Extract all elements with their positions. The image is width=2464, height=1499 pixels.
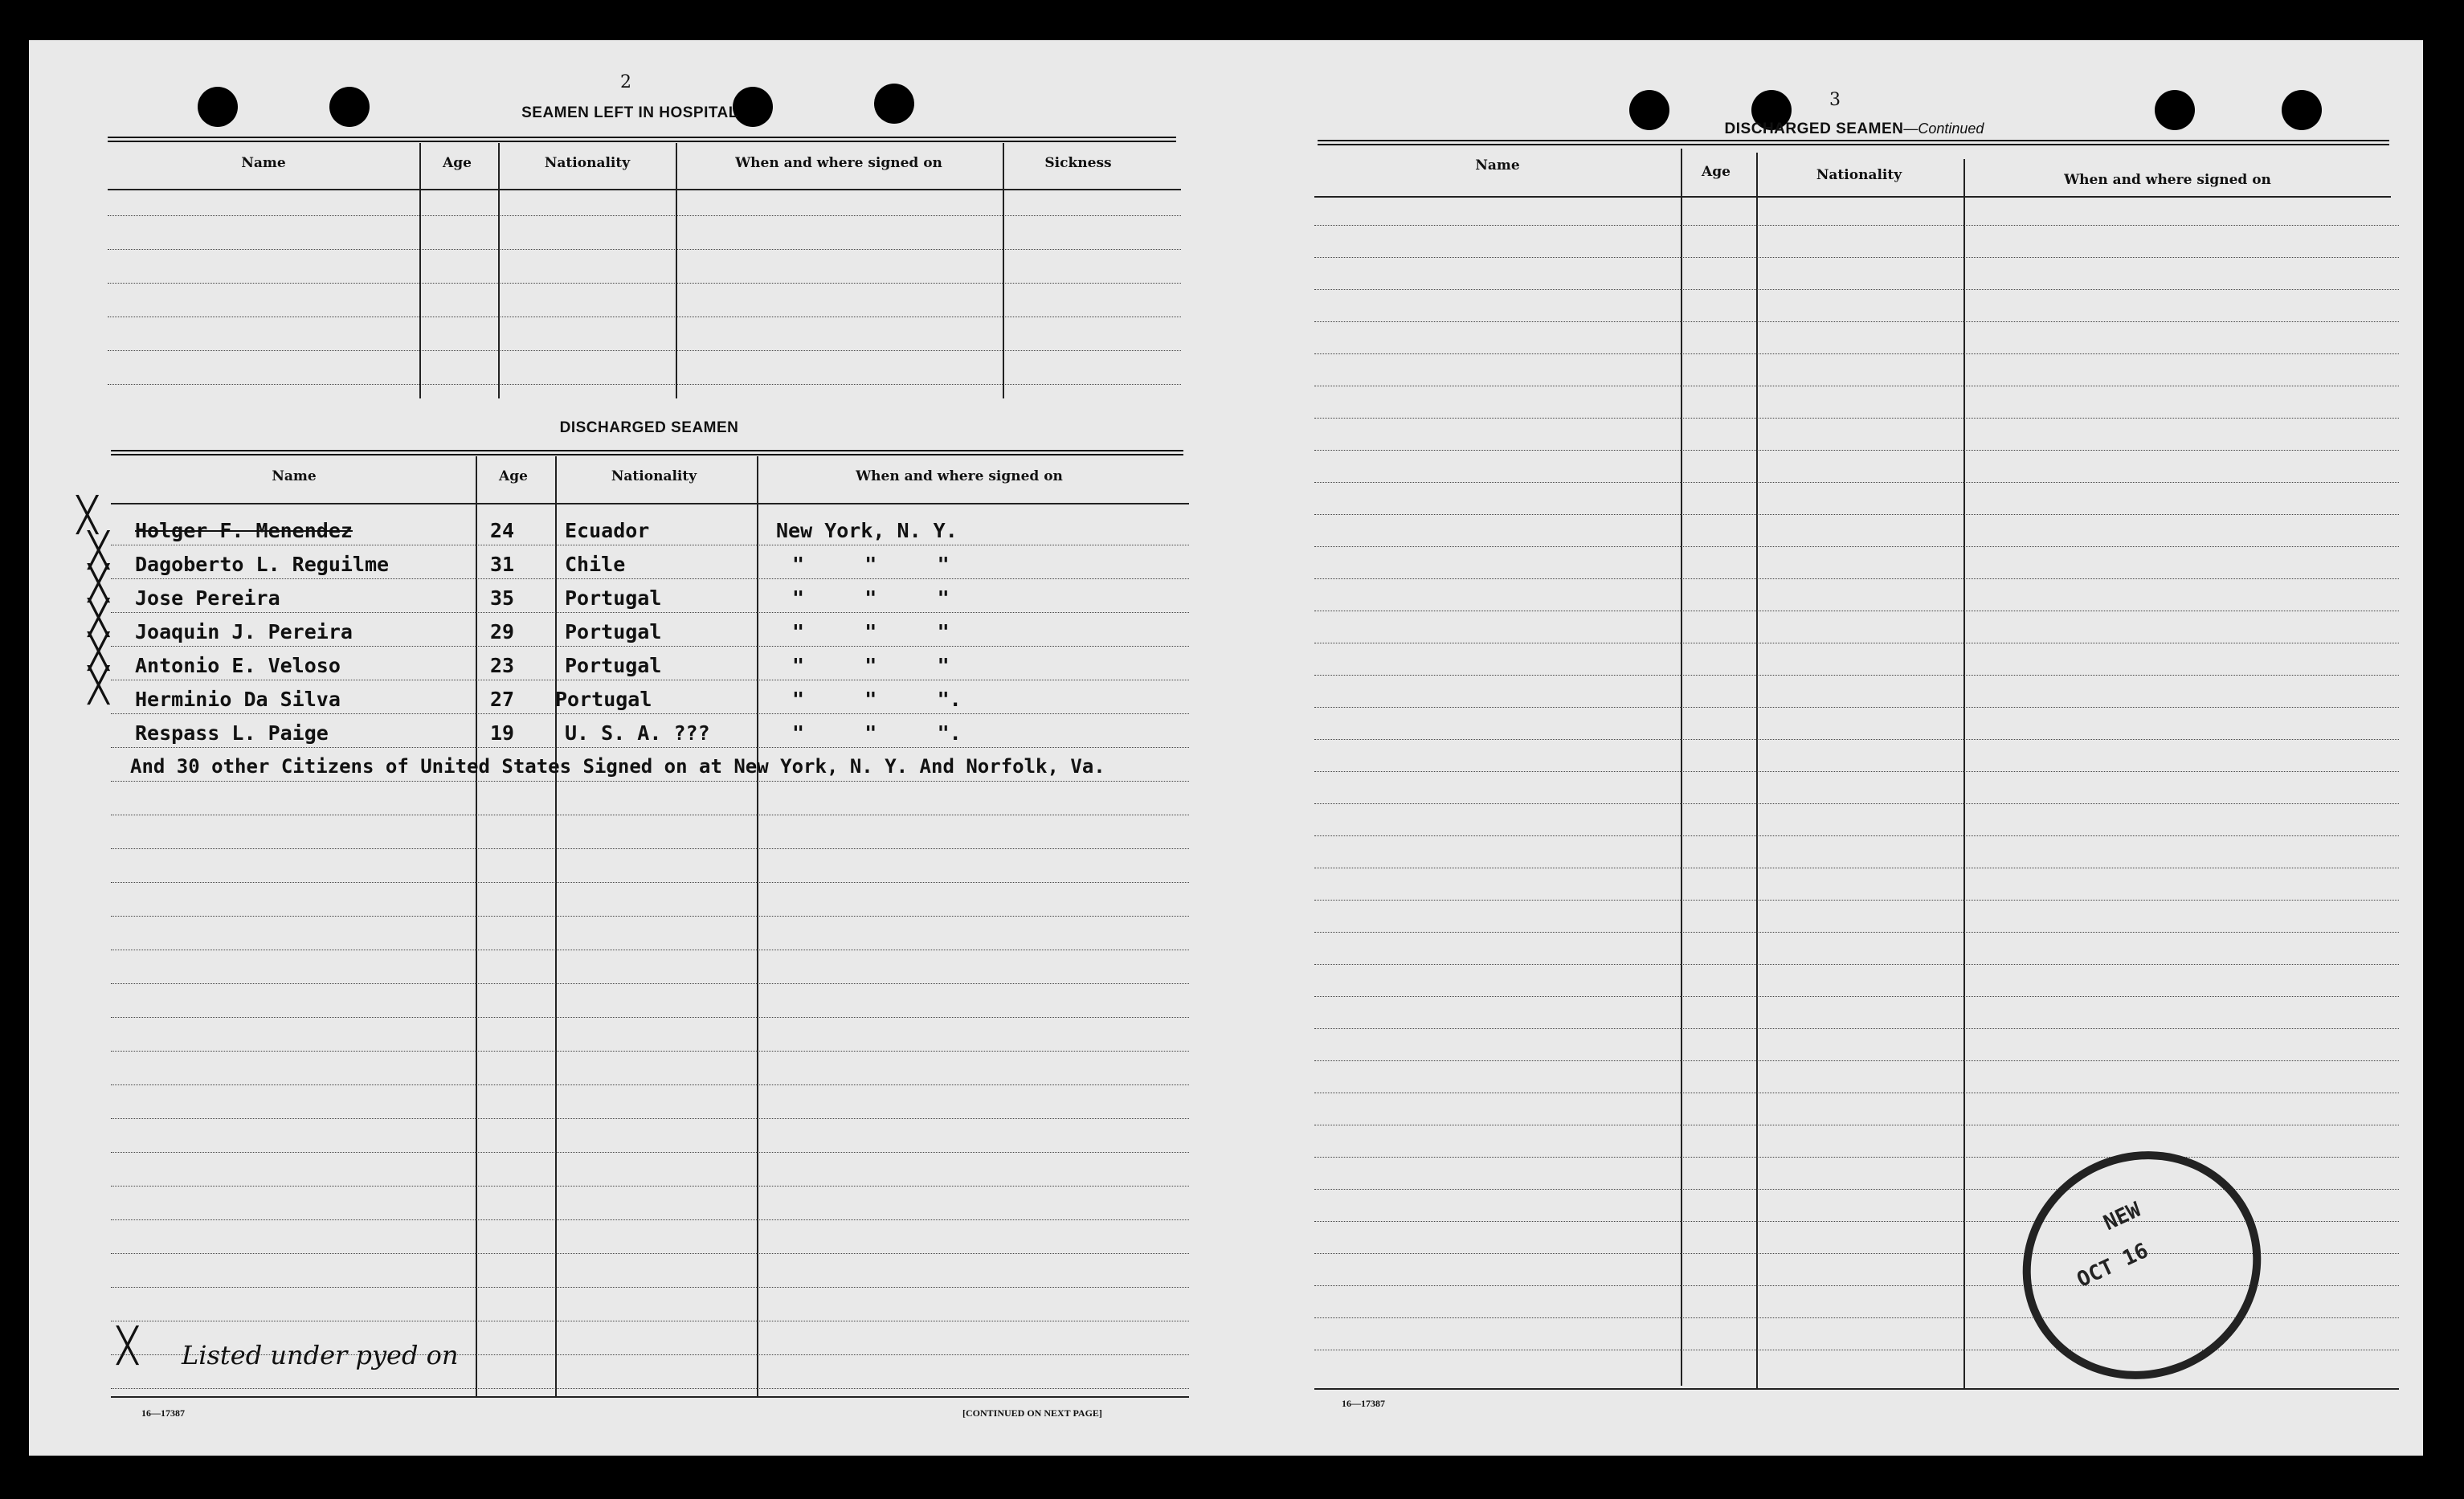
seaman-age: 29 bbox=[490, 620, 515, 643]
ruled-line bbox=[1314, 1028, 2399, 1029]
cross-mark: ╳ bbox=[88, 563, 109, 602]
discharged-table-top-rule bbox=[111, 450, 1183, 455]
column-divider bbox=[1963, 159, 1965, 1390]
column-divider bbox=[1003, 143, 1004, 398]
column-divider bbox=[555, 456, 557, 1396]
column-divider bbox=[1756, 153, 1758, 1388]
additional-citizens-note: And 30 other Citizens of United States Signed on at New York, N. Y. And Norfolk, Va. bbox=[130, 755, 1105, 778]
ruled-line bbox=[1314, 353, 2399, 354]
table-bottom-rule bbox=[111, 1396, 1189, 1398]
col-head-signed-on: When and where signed on bbox=[856, 468, 1063, 484]
seaman-nationality: Chile bbox=[565, 553, 626, 576]
right-header-rule bbox=[1314, 196, 2391, 198]
col-head-age: Age bbox=[499, 468, 528, 484]
ruled-line bbox=[111, 1051, 1189, 1052]
seaman-signed-on: " " ". bbox=[792, 688, 962, 711]
scanned-document bbox=[29, 40, 2423, 1456]
seaman-nationality: Portugal bbox=[565, 620, 662, 643]
hospital-header-rule bbox=[108, 189, 1181, 190]
ruled-line bbox=[1314, 450, 2399, 451]
cross-mark: ╳ bbox=[88, 530, 109, 570]
ruled-line bbox=[1314, 1060, 2399, 1061]
ruled-line bbox=[111, 612, 1189, 613]
seaman-name: Holger F. Menendez bbox=[135, 519, 353, 542]
seaman-signed-on: " " ". bbox=[792, 721, 962, 745]
col-head-nationality: Nationality bbox=[1816, 167, 1902, 183]
right-table-top-rule bbox=[1318, 140, 2389, 145]
ruled-line bbox=[111, 1287, 1189, 1288]
ruled-line bbox=[108, 215, 1181, 216]
ruled-line bbox=[1314, 1189, 2399, 1190]
column-divider bbox=[676, 143, 677, 398]
ruled-line bbox=[108, 384, 1181, 385]
ruled-line bbox=[1314, 964, 2399, 965]
column-divider bbox=[476, 456, 477, 1396]
seaman-age: 19 bbox=[490, 721, 515, 745]
ruled-line bbox=[1314, 835, 2399, 836]
ruled-line bbox=[1314, 546, 2399, 547]
cross-mark: ╳ bbox=[88, 598, 109, 637]
col-head-signed-on: When and where signed on bbox=[2064, 172, 2271, 188]
ruled-line bbox=[111, 1084, 1189, 1085]
seaman-signed-on: " " " bbox=[792, 553, 950, 576]
ruled-line bbox=[1314, 803, 2399, 804]
seaman-age: 27 bbox=[490, 688, 515, 711]
col-head-nationality: Nationality bbox=[611, 468, 697, 484]
seaman-age: 23 bbox=[490, 654, 515, 677]
ruled-line bbox=[1314, 707, 2399, 708]
col-head-name: Name bbox=[241, 155, 286, 171]
seaman-name: Joaquin J. Pereira bbox=[135, 620, 353, 643]
cross-mark: ╳ bbox=[88, 631, 109, 671]
ruled-line bbox=[111, 1253, 1189, 1254]
ruled-line bbox=[111, 646, 1189, 647]
ruled-line bbox=[111, 578, 1189, 579]
handwritten-note: Listed under pyed on bbox=[182, 1340, 459, 1370]
col-head-sickness: Sickness bbox=[1044, 155, 1112, 171]
hospital-table-top-rule bbox=[108, 137, 1176, 142]
ruled-line bbox=[111, 747, 1189, 748]
ruled-line bbox=[108, 350, 1181, 351]
col-head-name: Name bbox=[272, 468, 317, 484]
column-divider bbox=[757, 456, 758, 1396]
cross-mark: ╳ bbox=[88, 665, 109, 705]
punch-hole bbox=[2155, 90, 2195, 130]
form-number: 16—17387 bbox=[141, 1407, 185, 1419]
ruled-line bbox=[1314, 418, 2399, 419]
seaman-age: 31 bbox=[490, 553, 515, 576]
ruled-line bbox=[111, 781, 1189, 782]
stamp-date: OCT 16 bbox=[2073, 1238, 2152, 1293]
ruled-line bbox=[1314, 739, 2399, 740]
col-head-signed-on: When and where signed on bbox=[735, 155, 942, 171]
seaman-nationality: Portugal bbox=[555, 688, 652, 711]
cross-mark: ╳ bbox=[77, 495, 98, 534]
punch-hole bbox=[733, 87, 773, 127]
punch-hole bbox=[329, 87, 370, 127]
ruled-line bbox=[1314, 771, 2399, 772]
ruled-line bbox=[111, 1388, 1189, 1389]
ruled-line bbox=[1314, 1157, 2399, 1158]
column-divider bbox=[419, 143, 421, 398]
column-divider bbox=[1681, 149, 1682, 1386]
ruled-line bbox=[1314, 900, 2399, 901]
stamp-text: NEW bbox=[2100, 1198, 2145, 1236]
ruled-line bbox=[108, 249, 1181, 250]
column-divider bbox=[498, 143, 500, 398]
ruled-line bbox=[111, 882, 1189, 883]
ruled-line bbox=[108, 283, 1181, 284]
ruled-line bbox=[1314, 225, 2399, 226]
seaman-signed-on: " " " bbox=[792, 654, 950, 677]
ruled-line bbox=[1314, 675, 2399, 676]
title-main: DISCHARGED SEAMEN bbox=[1724, 120, 1904, 137]
ruled-line bbox=[111, 1017, 1189, 1018]
seaman-name: Dagoberto L. Reguilme bbox=[135, 553, 390, 576]
ruled-line bbox=[111, 1186, 1189, 1187]
punch-hole bbox=[2282, 90, 2322, 130]
col-head-name: Name bbox=[1475, 157, 1520, 174]
col-head-age: Age bbox=[1702, 164, 1731, 180]
col-head-age: Age bbox=[443, 155, 472, 171]
ruled-line bbox=[1314, 932, 2399, 933]
punch-hole bbox=[1629, 90, 1669, 130]
seaman-nationality: Portugal bbox=[565, 586, 662, 610]
seaman-nationality: Ecuador bbox=[565, 519, 650, 542]
seaman-signed-on: " " " bbox=[792, 620, 950, 643]
ruled-line bbox=[1314, 996, 2399, 997]
seaman-name: Antonio E. Veloso bbox=[135, 654, 341, 677]
seaman-name: Jose Pereira bbox=[135, 586, 280, 610]
page-number: 3 bbox=[1829, 90, 1841, 110]
right-page bbox=[1282, 40, 2423, 1456]
seaman-signed-on: " " " bbox=[792, 586, 950, 610]
left-page bbox=[29, 40, 1202, 1456]
col-head-nationality: Nationality bbox=[544, 155, 631, 171]
seaman-name: Respass L. Paige bbox=[135, 721, 329, 745]
postmark-stamp bbox=[1985, 1113, 2299, 1419]
ruled-line bbox=[111, 1219, 1189, 1220]
ruled-line bbox=[111, 916, 1189, 917]
ruled-line bbox=[1314, 321, 2399, 322]
cross-mark: ╳ bbox=[117, 1325, 138, 1365]
ruled-line bbox=[111, 713, 1189, 714]
continued-label: [CONTINUED ON NEXT PAGE] bbox=[962, 1407, 1102, 1419]
hospital-section-title: SEAMEN LEFT IN HOSPITAL bbox=[521, 104, 738, 121]
ruled-line bbox=[1314, 289, 2399, 290]
seaman-nationality: Portugal bbox=[565, 654, 662, 677]
seaman-nationality: U. S. A. ??? bbox=[565, 721, 710, 745]
discharged-header-rule bbox=[111, 503, 1189, 504]
form-number: 16—17387 bbox=[1342, 1398, 1385, 1409]
seaman-age: 35 bbox=[490, 586, 515, 610]
title-continued: —Continued bbox=[1903, 120, 1984, 137]
discharged-section-title: DISCHARGED SEAMEN bbox=[559, 419, 739, 436]
ruled-line bbox=[1314, 482, 2399, 483]
ruled-line bbox=[111, 848, 1189, 849]
punch-hole bbox=[198, 87, 238, 127]
page-number: 2 bbox=[620, 72, 631, 92]
seaman-signed-on: New York, N. Y. bbox=[776, 519, 958, 542]
ruled-line bbox=[111, 1118, 1189, 1119]
seaman-age: 24 bbox=[490, 519, 515, 542]
ruled-line bbox=[1314, 578, 2399, 579]
ruled-line bbox=[111, 983, 1189, 984]
ruled-line bbox=[1314, 514, 2399, 515]
seaman-name: Herminio Da Silva bbox=[135, 688, 341, 711]
punch-hole bbox=[874, 84, 914, 124]
ruled-line bbox=[111, 1152, 1189, 1153]
discharged-continued-title bbox=[1725, 120, 1984, 138]
right-table-bottom-rule bbox=[1314, 1388, 2399, 1390]
ruled-line bbox=[1314, 257, 2399, 258]
